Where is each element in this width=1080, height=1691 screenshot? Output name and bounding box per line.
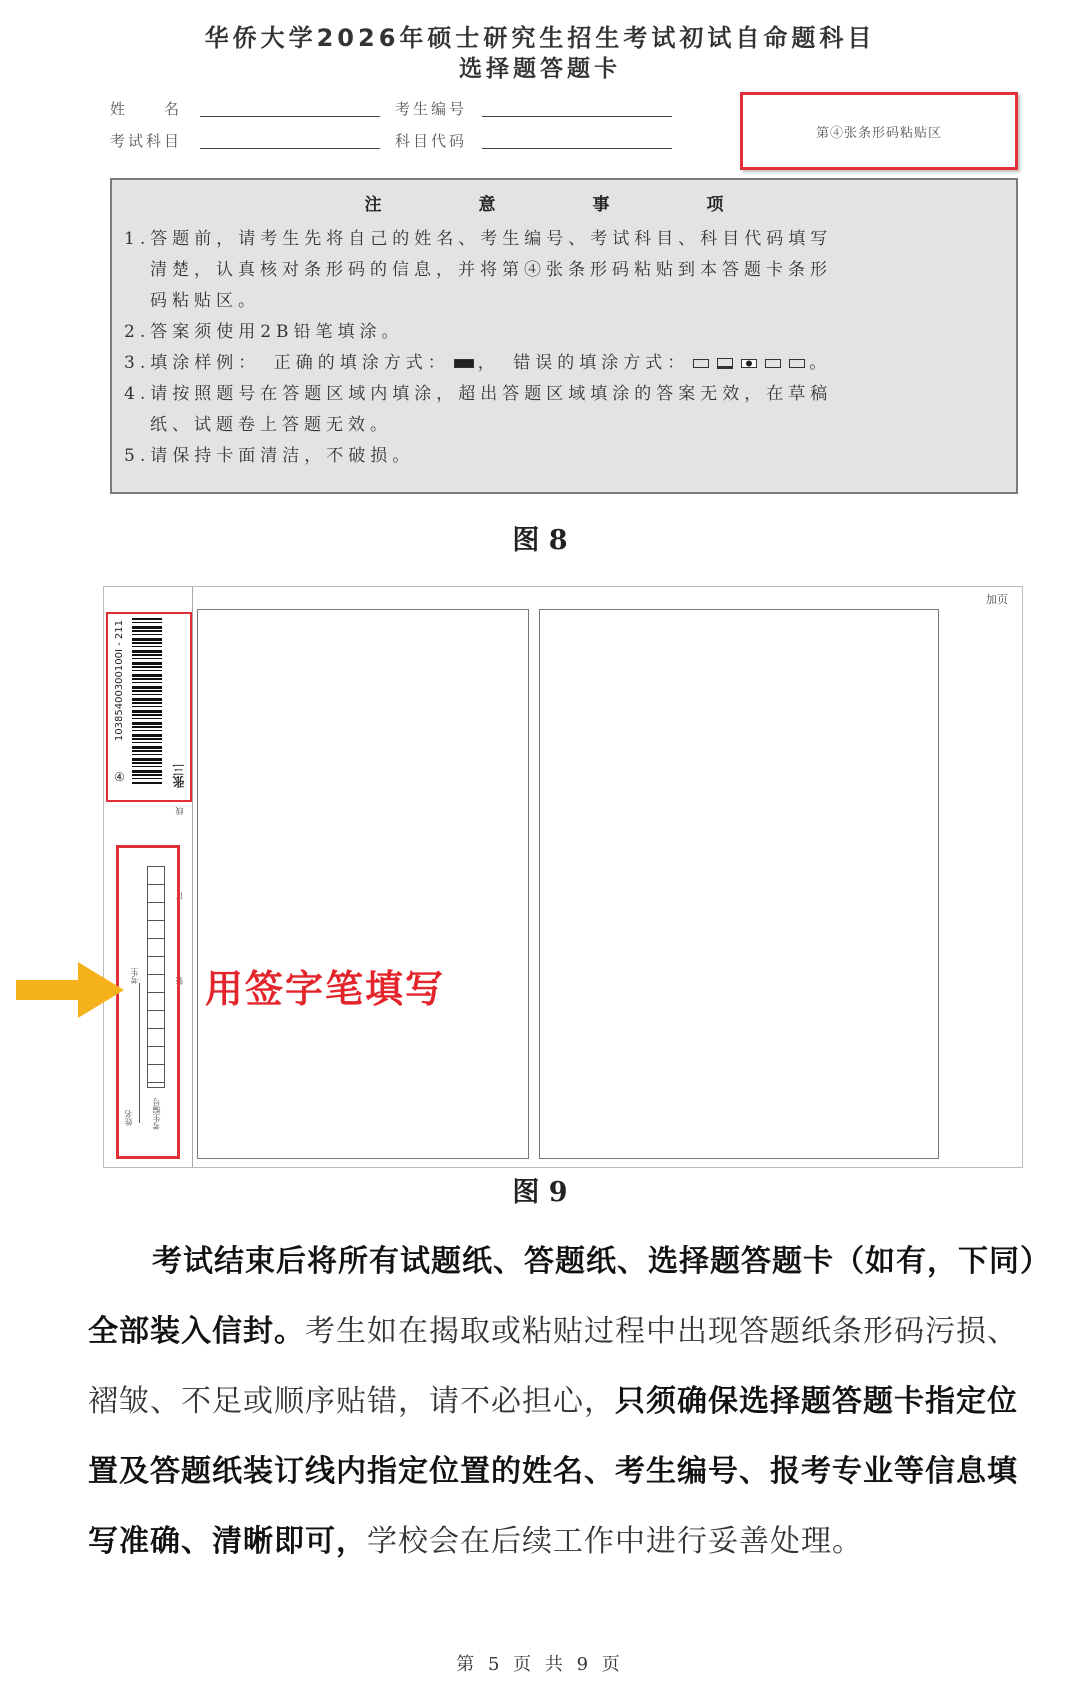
paragraph-line-2 bbox=[88, 1306, 1063, 1350]
figure-8-caption: 图 8 bbox=[512, 525, 568, 556]
arrow-icon bbox=[16, 958, 126, 1022]
answer-sheet bbox=[103, 586, 1023, 1168]
paragraph-l4-bold: 置及答题纸装订线内指定位置的姓名、考生编号、报考专业等信息填 bbox=[88, 1454, 1018, 1489]
barcode-student-name: 张三 bbox=[172, 764, 186, 788]
page-footer: 第 5 页 共 9 页 bbox=[456, 1654, 624, 1675]
notice-item-2: 2.答案须使用2B铅笔填涂。 bbox=[124, 322, 404, 342]
binding-mark-install: 装 bbox=[175, 977, 184, 985]
notice-item-1c: 码粘贴区。 bbox=[150, 291, 260, 311]
notice-item-4a: 4.请按照题号在答题区域内填涂，超出答题区域填涂的答案无效，在草稿 bbox=[124, 384, 833, 404]
notice-item-3-mid: ， 错误的填涂方式： bbox=[477, 353, 690, 373]
paragraph-l3-rest: 褶皱、不足或顺序贴错，请不必担心， bbox=[88, 1384, 615, 1419]
wrong-fill-sample-2 bbox=[717, 358, 733, 369]
subject-code-line[interactable] bbox=[482, 148, 672, 149]
extra-page-label: 加页 bbox=[986, 593, 1008, 606]
binding-mark-order: 订 bbox=[175, 892, 184, 900]
notice-item-3-end: 。 bbox=[809, 353, 832, 373]
exam-grid-label: 考生 bbox=[130, 968, 139, 984]
exam-number-grid[interactable] bbox=[147, 866, 165, 1088]
notice-item-1b: 清楚，认真核对条形码的信息，并将第④张条形码粘贴到本答题卡条形 bbox=[150, 260, 832, 280]
notice-item-5: 5.请保持卡面清洁，不破损。 bbox=[124, 446, 415, 466]
notice-item-4b: 纸、试题卷上答题无效。 bbox=[150, 415, 392, 435]
binding-line bbox=[192, 587, 193, 1167]
paragraph-l5-rest: 学校会在后续工作中进行妥善处理。 bbox=[367, 1524, 863, 1559]
name-field-line[interactable] bbox=[200, 116, 380, 117]
figure-9-caption: 图 9 bbox=[512, 1177, 568, 1208]
wrong-fill-sample-1 bbox=[693, 359, 709, 368]
box-number-label: 考生编号 bbox=[152, 1098, 161, 1130]
notice-box bbox=[110, 178, 1018, 494]
name-field-label: 姓 名 bbox=[110, 100, 183, 118]
wrong-fill-sample-5 bbox=[789, 359, 805, 368]
paragraph-l3-bold: 只须确保选择题答题卡指定位 bbox=[615, 1384, 1018, 1419]
card-title-line2: 选择题答题卡 bbox=[459, 56, 621, 82]
exam-number-label: 考生编号 bbox=[395, 100, 468, 118]
subject-label: 考试科目 bbox=[110, 132, 183, 150]
wrong-fill-sample-3 bbox=[741, 359, 757, 368]
paragraph-l5-bold: 写准确、清晰即可， bbox=[88, 1524, 367, 1559]
paragraph-l1: 考试结束后将所有试题纸、答题纸、选择题答题卡（如有，下同） bbox=[152, 1244, 1051, 1279]
barcode-number: 10385400300100I - 211 bbox=[114, 620, 125, 742]
notice-title: 注 意 事 项 bbox=[364, 195, 764, 215]
answer-panel-right[interactable] bbox=[539, 609, 939, 1159]
barcode-zone-label: 第④张条形码粘贴区 bbox=[815, 125, 942, 141]
notice-item-3-lead: 3.填涂样例： 正确的填涂方式： bbox=[124, 353, 450, 373]
card-title-line1: 华侨大学2026年硕士研究生招生考试初试自命题科目 bbox=[204, 24, 876, 52]
correct-fill-sample bbox=[454, 359, 474, 368]
notice-item-1a: 1.答题前，请考生先将自己的姓名、考生编号、考试科目、科目代码填写 bbox=[124, 229, 833, 249]
paragraph-line-3 bbox=[88, 1376, 1063, 1420]
binding-mark-line: 线 bbox=[175, 807, 184, 815]
paragraph-l2-rest: 考生如在揭取或粘贴过程中出现答题纸条形码污损、 bbox=[305, 1314, 1018, 1349]
notice-item-3 bbox=[124, 348, 831, 373]
paragraph-line-1 bbox=[88, 1236, 1063, 1280]
exam-number-line[interactable] bbox=[482, 116, 672, 117]
paragraph-l2-bold: 全部装入信封。 bbox=[88, 1314, 305, 1349]
barcode-icon bbox=[132, 618, 162, 784]
barcode-paste-zone bbox=[740, 92, 1018, 170]
paragraph-line-4 bbox=[88, 1446, 1063, 1490]
subject-code-label: 科目代码 bbox=[395, 132, 468, 150]
name-write-line[interactable] bbox=[139, 983, 140, 1123]
wrong-fill-sample-4 bbox=[765, 359, 781, 368]
paragraph-line-5 bbox=[88, 1516, 1063, 1560]
barcode-circle-number: ④ bbox=[114, 770, 125, 784]
pen-annotation: 用签字笔填写 bbox=[205, 967, 446, 1011]
barcode-sticker-box bbox=[106, 612, 192, 802]
subject-line[interactable] bbox=[200, 148, 380, 149]
answer-panel-left[interactable] bbox=[197, 609, 529, 1159]
box-name-label: 姓名 bbox=[124, 1110, 133, 1126]
